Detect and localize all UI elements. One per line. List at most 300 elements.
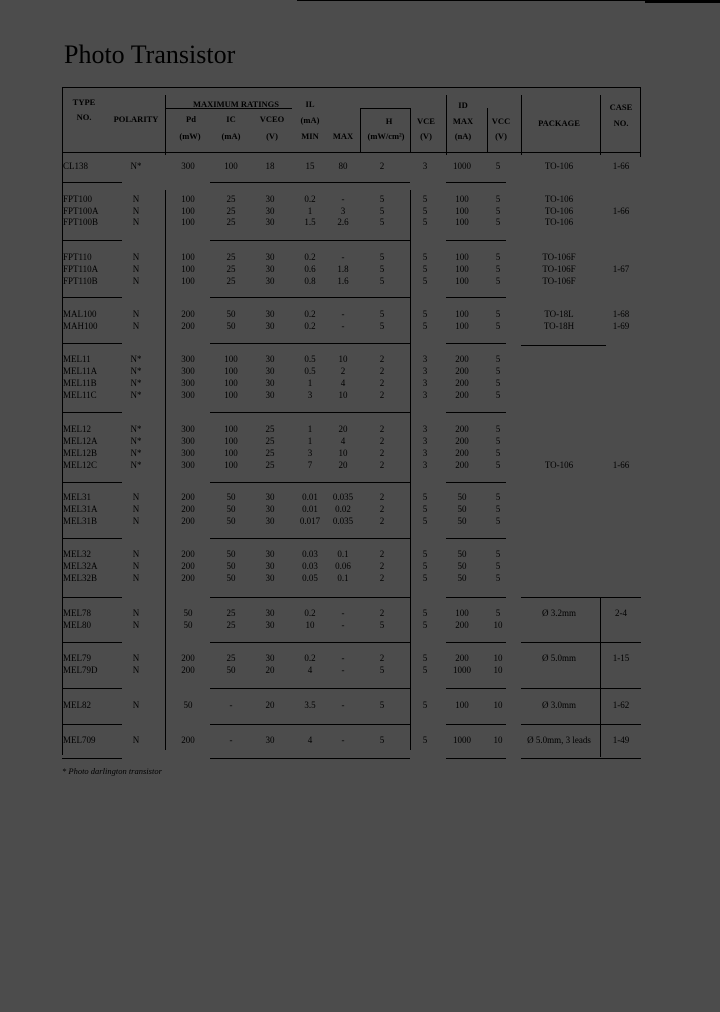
row-il-min: 0.03 xyxy=(302,561,318,571)
row-id: 50 xyxy=(457,561,467,571)
row-id: 200 xyxy=(455,366,469,376)
row-vcc: 5 xyxy=(495,194,501,204)
row-vcc: 5 xyxy=(495,448,501,458)
row-type: MEL12A xyxy=(63,436,98,446)
row-type: MEL12C xyxy=(63,460,98,470)
row-ic: 50 xyxy=(226,516,236,526)
row-h: 5 xyxy=(379,264,385,274)
row-id: 100 xyxy=(455,309,469,319)
row-h: 5 xyxy=(379,276,385,286)
row-package: TO-106 xyxy=(544,217,574,227)
row-vceo: 20 xyxy=(265,665,275,675)
row-ic: 100 xyxy=(224,448,238,458)
row-vceo: 30 xyxy=(265,309,275,319)
header-id: ID xyxy=(458,100,468,110)
row-type: FPT100B xyxy=(63,217,99,227)
row-vceo: 30 xyxy=(265,321,275,331)
row-pd: 300 xyxy=(181,378,195,388)
row-id: 200 xyxy=(455,436,469,446)
row-pd: 300 xyxy=(181,424,195,434)
row-id: 200 xyxy=(455,620,469,630)
row-vcc: 5 xyxy=(495,252,501,262)
row-polarity: N* xyxy=(130,460,142,470)
row-il-max: 0.06 xyxy=(335,561,351,571)
row-vce: 5 xyxy=(422,561,428,571)
row-vce: 5 xyxy=(422,264,428,274)
group-rule xyxy=(446,538,506,539)
row-vce: 5 xyxy=(422,735,428,745)
row-vce: 5 xyxy=(422,549,428,559)
row-vce: 5 xyxy=(422,653,428,663)
row-polarity: N xyxy=(132,309,140,319)
row-id: 1000 xyxy=(453,735,471,745)
header-il-min: MIN xyxy=(301,131,319,141)
row-vcc: 5 xyxy=(495,354,501,364)
row-polarity: N xyxy=(132,504,140,514)
row-polarity: N xyxy=(132,252,140,262)
row-package: TO-106 xyxy=(544,161,574,171)
row-polarity: N xyxy=(132,549,140,559)
row-id: 50 xyxy=(457,504,467,514)
row-vce: 3 xyxy=(422,390,428,400)
row-ic: 100 xyxy=(224,366,238,376)
row-il-max: - xyxy=(341,735,345,745)
row-vcc: 10 xyxy=(493,700,503,710)
row-polarity: N* xyxy=(130,436,142,446)
row-ic: 50 xyxy=(226,321,236,331)
package-rule xyxy=(521,642,641,643)
row-vcc: 5 xyxy=(495,161,501,171)
row-polarity: N* xyxy=(130,366,142,376)
row-vceo: 30 xyxy=(265,194,275,204)
row-ic: 50 xyxy=(226,504,236,514)
row-il-min: 0.03 xyxy=(302,549,318,559)
row-polarity: N xyxy=(132,700,140,710)
row-vcc: 5 xyxy=(495,264,501,274)
group-rule xyxy=(62,412,122,413)
row-type: FPT110B xyxy=(63,276,98,286)
header-vcc-unit: (V) xyxy=(495,131,507,141)
row-vce: 5 xyxy=(422,504,428,514)
row-pd: 300 xyxy=(181,390,195,400)
group-rule xyxy=(210,724,410,725)
row-case: 1-68 xyxy=(612,309,630,319)
row-package: Ø 5.0mm xyxy=(541,653,577,663)
row-vceo: 25 xyxy=(265,460,275,470)
row-h: 2 xyxy=(379,460,385,470)
row-id: 200 xyxy=(455,378,469,388)
row-vcc: 10 xyxy=(493,653,503,663)
row-vceo: 30 xyxy=(265,735,275,745)
row-package: TO-106 xyxy=(544,194,574,204)
row-il-max: 2 xyxy=(340,366,346,376)
row-vcc: 5 xyxy=(495,561,501,571)
group-rule xyxy=(210,297,410,298)
body-col-case xyxy=(600,597,601,757)
row-ic: 25 xyxy=(226,252,236,262)
header-h-unit: (mW/cm²) xyxy=(367,131,405,141)
group-rule xyxy=(446,297,506,298)
row-il-min: 3.5 xyxy=(304,700,316,710)
row-pd: 100 xyxy=(181,206,195,216)
row-ic: 100 xyxy=(224,424,238,434)
group-rule xyxy=(210,538,410,539)
col-line-polarity xyxy=(165,95,166,155)
group-rule xyxy=(446,240,506,241)
row-vceo: 25 xyxy=(265,424,275,434)
row-pd: 200 xyxy=(181,492,195,502)
row-id: 100 xyxy=(455,276,469,286)
row-id: 200 xyxy=(455,354,469,364)
row-il-min: 1 xyxy=(307,378,313,388)
row-type: MEL79 xyxy=(63,653,91,663)
row-case: 1-69 xyxy=(612,321,630,331)
row-il-min: 15 xyxy=(305,161,315,171)
row-ic: 25 xyxy=(226,276,236,286)
row-vcc: 5 xyxy=(495,309,501,319)
row-vcc: 5 xyxy=(495,390,501,400)
header-id-unit: (nA) xyxy=(454,131,472,141)
header-pd: Pd xyxy=(186,114,196,124)
row-il-max: 0.035 xyxy=(332,492,354,502)
row-vce: 3 xyxy=(422,354,428,364)
row-ic: 50 xyxy=(226,492,236,502)
row-h: 5 xyxy=(379,735,385,745)
page-title: Photo Transistor xyxy=(64,40,236,69)
row-il-min: 0.2 xyxy=(304,321,316,331)
row-il-min: 4 xyxy=(307,735,313,745)
row-il-min: 0.01 xyxy=(302,504,318,514)
row-polarity: N xyxy=(132,276,140,286)
row-il-min: 1 xyxy=(307,206,313,216)
col-line-vce xyxy=(410,108,411,152)
row-type: MAL100 xyxy=(63,309,97,319)
row-polarity: N xyxy=(132,516,140,526)
row-ic: 100 xyxy=(224,161,238,171)
header-ic-unit: (mA) xyxy=(221,131,241,141)
row-vceo: 30 xyxy=(265,276,275,286)
row-vce: 5 xyxy=(422,252,428,262)
row-vcc: 5 xyxy=(495,549,501,559)
col-line-h xyxy=(360,108,361,152)
row-package: TO-18L xyxy=(544,309,574,319)
row-vce: 5 xyxy=(422,217,428,227)
package-rule xyxy=(521,724,641,725)
row-type: MEL12B xyxy=(63,448,98,458)
row-il-min: 1.5 xyxy=(304,217,316,227)
row-ic: 50 xyxy=(226,573,236,583)
row-ic: 50 xyxy=(226,549,236,559)
row-type: FPT110A xyxy=(63,264,99,274)
row-vcc: 10 xyxy=(493,620,503,630)
row-h: 5 xyxy=(379,321,385,331)
header-package: PACKAGE xyxy=(538,118,580,128)
row-package: TO-106F xyxy=(542,276,576,286)
header-type: TYPE xyxy=(72,97,96,107)
header-case: CASE xyxy=(609,102,633,112)
row-vceo: 30 xyxy=(265,561,275,571)
group-rule xyxy=(446,688,506,689)
group-rule xyxy=(446,724,506,725)
row-vce: 3 xyxy=(422,436,428,446)
row-package: TO-106 xyxy=(544,206,574,216)
row-h: 5 xyxy=(379,620,385,630)
row-polarity: N* xyxy=(130,354,142,364)
group-rule xyxy=(62,482,122,483)
row-package: TO-18H xyxy=(543,321,575,331)
row-il-max: 20 xyxy=(338,460,348,470)
row-il-max: - xyxy=(341,252,345,262)
row-pd: 200 xyxy=(181,321,195,331)
row-id: 50 xyxy=(457,492,467,502)
header-case-no: NO. xyxy=(613,118,629,128)
row-il-min: 0.6 xyxy=(304,264,316,274)
row-polarity: N xyxy=(132,321,140,331)
right-border xyxy=(640,87,641,157)
h-rule xyxy=(360,108,410,109)
row-type: MEL32B xyxy=(63,573,98,583)
row-vce: 5 xyxy=(422,276,428,286)
row-vceo: 30 xyxy=(265,378,275,388)
row-case: 1-15 xyxy=(612,653,630,663)
row-ic: - xyxy=(229,700,233,710)
row-il-max: 10 xyxy=(338,448,348,458)
row-h: 5 xyxy=(379,309,385,319)
row-h: 5 xyxy=(379,217,385,227)
row-h: 5 xyxy=(379,700,385,710)
row-ic: 50 xyxy=(226,665,236,675)
row-type: MEL11A xyxy=(63,366,98,376)
row-polarity: N xyxy=(132,217,140,227)
group-rule xyxy=(446,182,506,183)
row-pd: 200 xyxy=(181,735,195,745)
row-package: TO-106F xyxy=(542,252,576,262)
row-id: 100 xyxy=(455,217,469,227)
row-vceo: 18 xyxy=(265,161,275,171)
row-type: MEL78 xyxy=(63,608,91,618)
row-polarity: N xyxy=(132,561,140,571)
row-vcc: 5 xyxy=(495,460,501,470)
row-ic: 100 xyxy=(224,378,238,388)
row-il-max: 0.1 xyxy=(337,549,349,559)
group-rule xyxy=(210,642,410,643)
row-il-max: 1.6 xyxy=(337,276,349,286)
row-polarity: N* xyxy=(130,378,142,388)
row-vce: 5 xyxy=(422,194,428,204)
row-pd: 200 xyxy=(181,573,195,583)
row-vceo: 30 xyxy=(265,608,275,618)
row-id: 200 xyxy=(455,448,469,458)
row-package: Ø 3.0mm xyxy=(541,700,577,710)
row-pd: 300 xyxy=(181,436,195,446)
header-il-max: MAX xyxy=(332,131,354,141)
row-polarity: N xyxy=(132,735,140,745)
row-vceo: 30 xyxy=(265,620,275,630)
row-type: FPT100A xyxy=(63,206,99,216)
row-vce: 5 xyxy=(422,573,428,583)
row-h: 2 xyxy=(379,492,385,502)
row-il-max: 2.6 xyxy=(337,217,349,227)
row-h: 5 xyxy=(379,194,385,204)
row-ic: 100 xyxy=(224,390,238,400)
body-col-polarity xyxy=(165,190,166,750)
row-vce: 3 xyxy=(422,161,428,171)
row-vce: 5 xyxy=(422,665,428,675)
header-ic: IC xyxy=(226,114,236,124)
row-h: 2 xyxy=(379,561,385,571)
row-id: 100 xyxy=(455,700,469,710)
row-il-min: 3 xyxy=(307,448,313,458)
row-ic: 25 xyxy=(226,653,236,663)
row-il-max: - xyxy=(341,309,345,319)
row-case: 1-66 xyxy=(612,206,630,216)
row-case: 1-49 xyxy=(612,735,630,745)
row-il-max: 0.035 xyxy=(332,516,354,526)
row-il-max: 80 xyxy=(338,161,348,171)
row-vce: 5 xyxy=(422,309,428,319)
row-ic: 100 xyxy=(224,354,238,364)
row-id: 200 xyxy=(455,460,469,470)
row-type: MEL709 xyxy=(63,735,96,745)
row-pd: 200 xyxy=(181,653,195,663)
row-il-max: 10 xyxy=(338,354,348,364)
group-rule xyxy=(62,538,122,539)
group-rule xyxy=(210,597,410,598)
group-rule xyxy=(62,688,122,689)
row-ic: 25 xyxy=(226,217,236,227)
row-polarity: N* xyxy=(130,448,142,458)
col-line-id xyxy=(446,95,447,155)
header-vce-unit: (V) xyxy=(420,131,432,141)
row-pd: 200 xyxy=(181,504,195,514)
row-vce: 3 xyxy=(422,378,428,388)
group-rule xyxy=(210,688,410,689)
row-vceo: 30 xyxy=(265,354,275,364)
row-id: 50 xyxy=(457,516,467,526)
row-pd: 300 xyxy=(181,460,195,470)
row-vceo: 30 xyxy=(265,264,275,274)
row-type: MEL11B xyxy=(63,378,97,388)
group-rule xyxy=(62,297,122,298)
row-vcc: 10 xyxy=(493,665,503,675)
group-rule xyxy=(210,240,410,241)
group-rule xyxy=(210,482,410,483)
row-il-min: 0.2 xyxy=(304,252,316,262)
row-package: TO-106 xyxy=(544,460,574,470)
row-id: 100 xyxy=(455,206,469,216)
row-id: 200 xyxy=(455,424,469,434)
row-vceo: 30 xyxy=(265,252,275,262)
row-h: 2 xyxy=(379,448,385,458)
row-vceo: 30 xyxy=(265,492,275,502)
group-rule xyxy=(210,412,410,413)
row-vce: 3 xyxy=(422,424,428,434)
row-pd: 100 xyxy=(181,264,195,274)
row-vce: 3 xyxy=(422,448,428,458)
row-pd: 300 xyxy=(181,161,195,171)
row-vceo: 30 xyxy=(265,217,275,227)
row-type: FPT100 xyxy=(63,194,93,204)
row-vce: 5 xyxy=(422,620,428,630)
row-polarity: N xyxy=(132,620,140,630)
row-pd: 50 xyxy=(183,620,193,630)
row-id: 100 xyxy=(455,264,469,274)
group-rule xyxy=(62,597,122,598)
header-max-ratings: MAXIMUM RATINGS xyxy=(192,99,280,109)
row-vcc: 10 xyxy=(493,735,503,745)
row-id: 1000 xyxy=(453,665,471,675)
row-id: 200 xyxy=(455,653,469,663)
row-il-max: 10 xyxy=(338,390,348,400)
group-rule xyxy=(62,642,122,643)
row-vceo: 30 xyxy=(265,549,275,559)
row-polarity: N xyxy=(132,206,140,216)
body-col-vce xyxy=(410,190,411,750)
row-polarity: N xyxy=(132,573,140,583)
row-pd: 100 xyxy=(181,252,195,262)
row-vcc: 5 xyxy=(495,321,501,331)
row-polarity: N xyxy=(132,653,140,663)
group-rule xyxy=(446,482,506,483)
row-vceo: 30 xyxy=(265,206,275,216)
row-type: MEL32A xyxy=(63,561,98,571)
row-type: MEL79D xyxy=(63,665,98,675)
row-il-max: 1.8 xyxy=(337,264,349,274)
row-id: 50 xyxy=(457,549,467,559)
row-il-max: 3 xyxy=(340,206,346,216)
package-rule xyxy=(521,597,641,598)
row-polarity: N* xyxy=(130,390,142,400)
group-rule xyxy=(62,182,122,183)
header-type-no: NO. xyxy=(76,112,92,122)
row-h: 5 xyxy=(379,206,385,216)
footnote: * Photo darlington transistor xyxy=(62,766,162,776)
row-h: 2 xyxy=(379,504,385,514)
row-h: 5 xyxy=(379,252,385,262)
row-h: 2 xyxy=(379,354,385,364)
row-h: 2 xyxy=(379,436,385,446)
row-vcc: 5 xyxy=(495,424,501,434)
group-rule xyxy=(62,240,122,241)
header-vce: VCE xyxy=(417,116,435,126)
row-ic: 100 xyxy=(224,436,238,446)
row-type: FPT110 xyxy=(63,252,92,262)
row-vceo: 30 xyxy=(265,504,275,514)
row-type: MEL11C xyxy=(63,390,97,400)
group-rule xyxy=(446,597,506,598)
header-bottom-rule xyxy=(62,152,640,153)
row-case: 1-67 xyxy=(612,264,630,274)
row-il-min: 0.2 xyxy=(304,309,316,319)
row-id: 100 xyxy=(455,252,469,262)
row-vce: 5 xyxy=(422,206,428,216)
row-package: Ø 5.0mm, 3 leads xyxy=(527,735,591,745)
row-vceo: 30 xyxy=(265,573,275,583)
row-vce: 3 xyxy=(422,460,428,470)
row-il-max: 4 xyxy=(340,378,346,388)
row-h: 2 xyxy=(379,608,385,618)
row-ic: - xyxy=(229,735,233,745)
row-vcc: 5 xyxy=(495,436,501,446)
row-polarity: N xyxy=(132,194,140,204)
row-pd: 300 xyxy=(181,366,195,376)
row-vce: 5 xyxy=(422,700,428,710)
header-vceo: VCEO xyxy=(259,114,285,124)
group-rule xyxy=(210,343,410,344)
row-type: CL138 xyxy=(63,161,89,171)
row-il-max: 4 xyxy=(340,436,346,446)
col-line-package xyxy=(521,95,522,155)
